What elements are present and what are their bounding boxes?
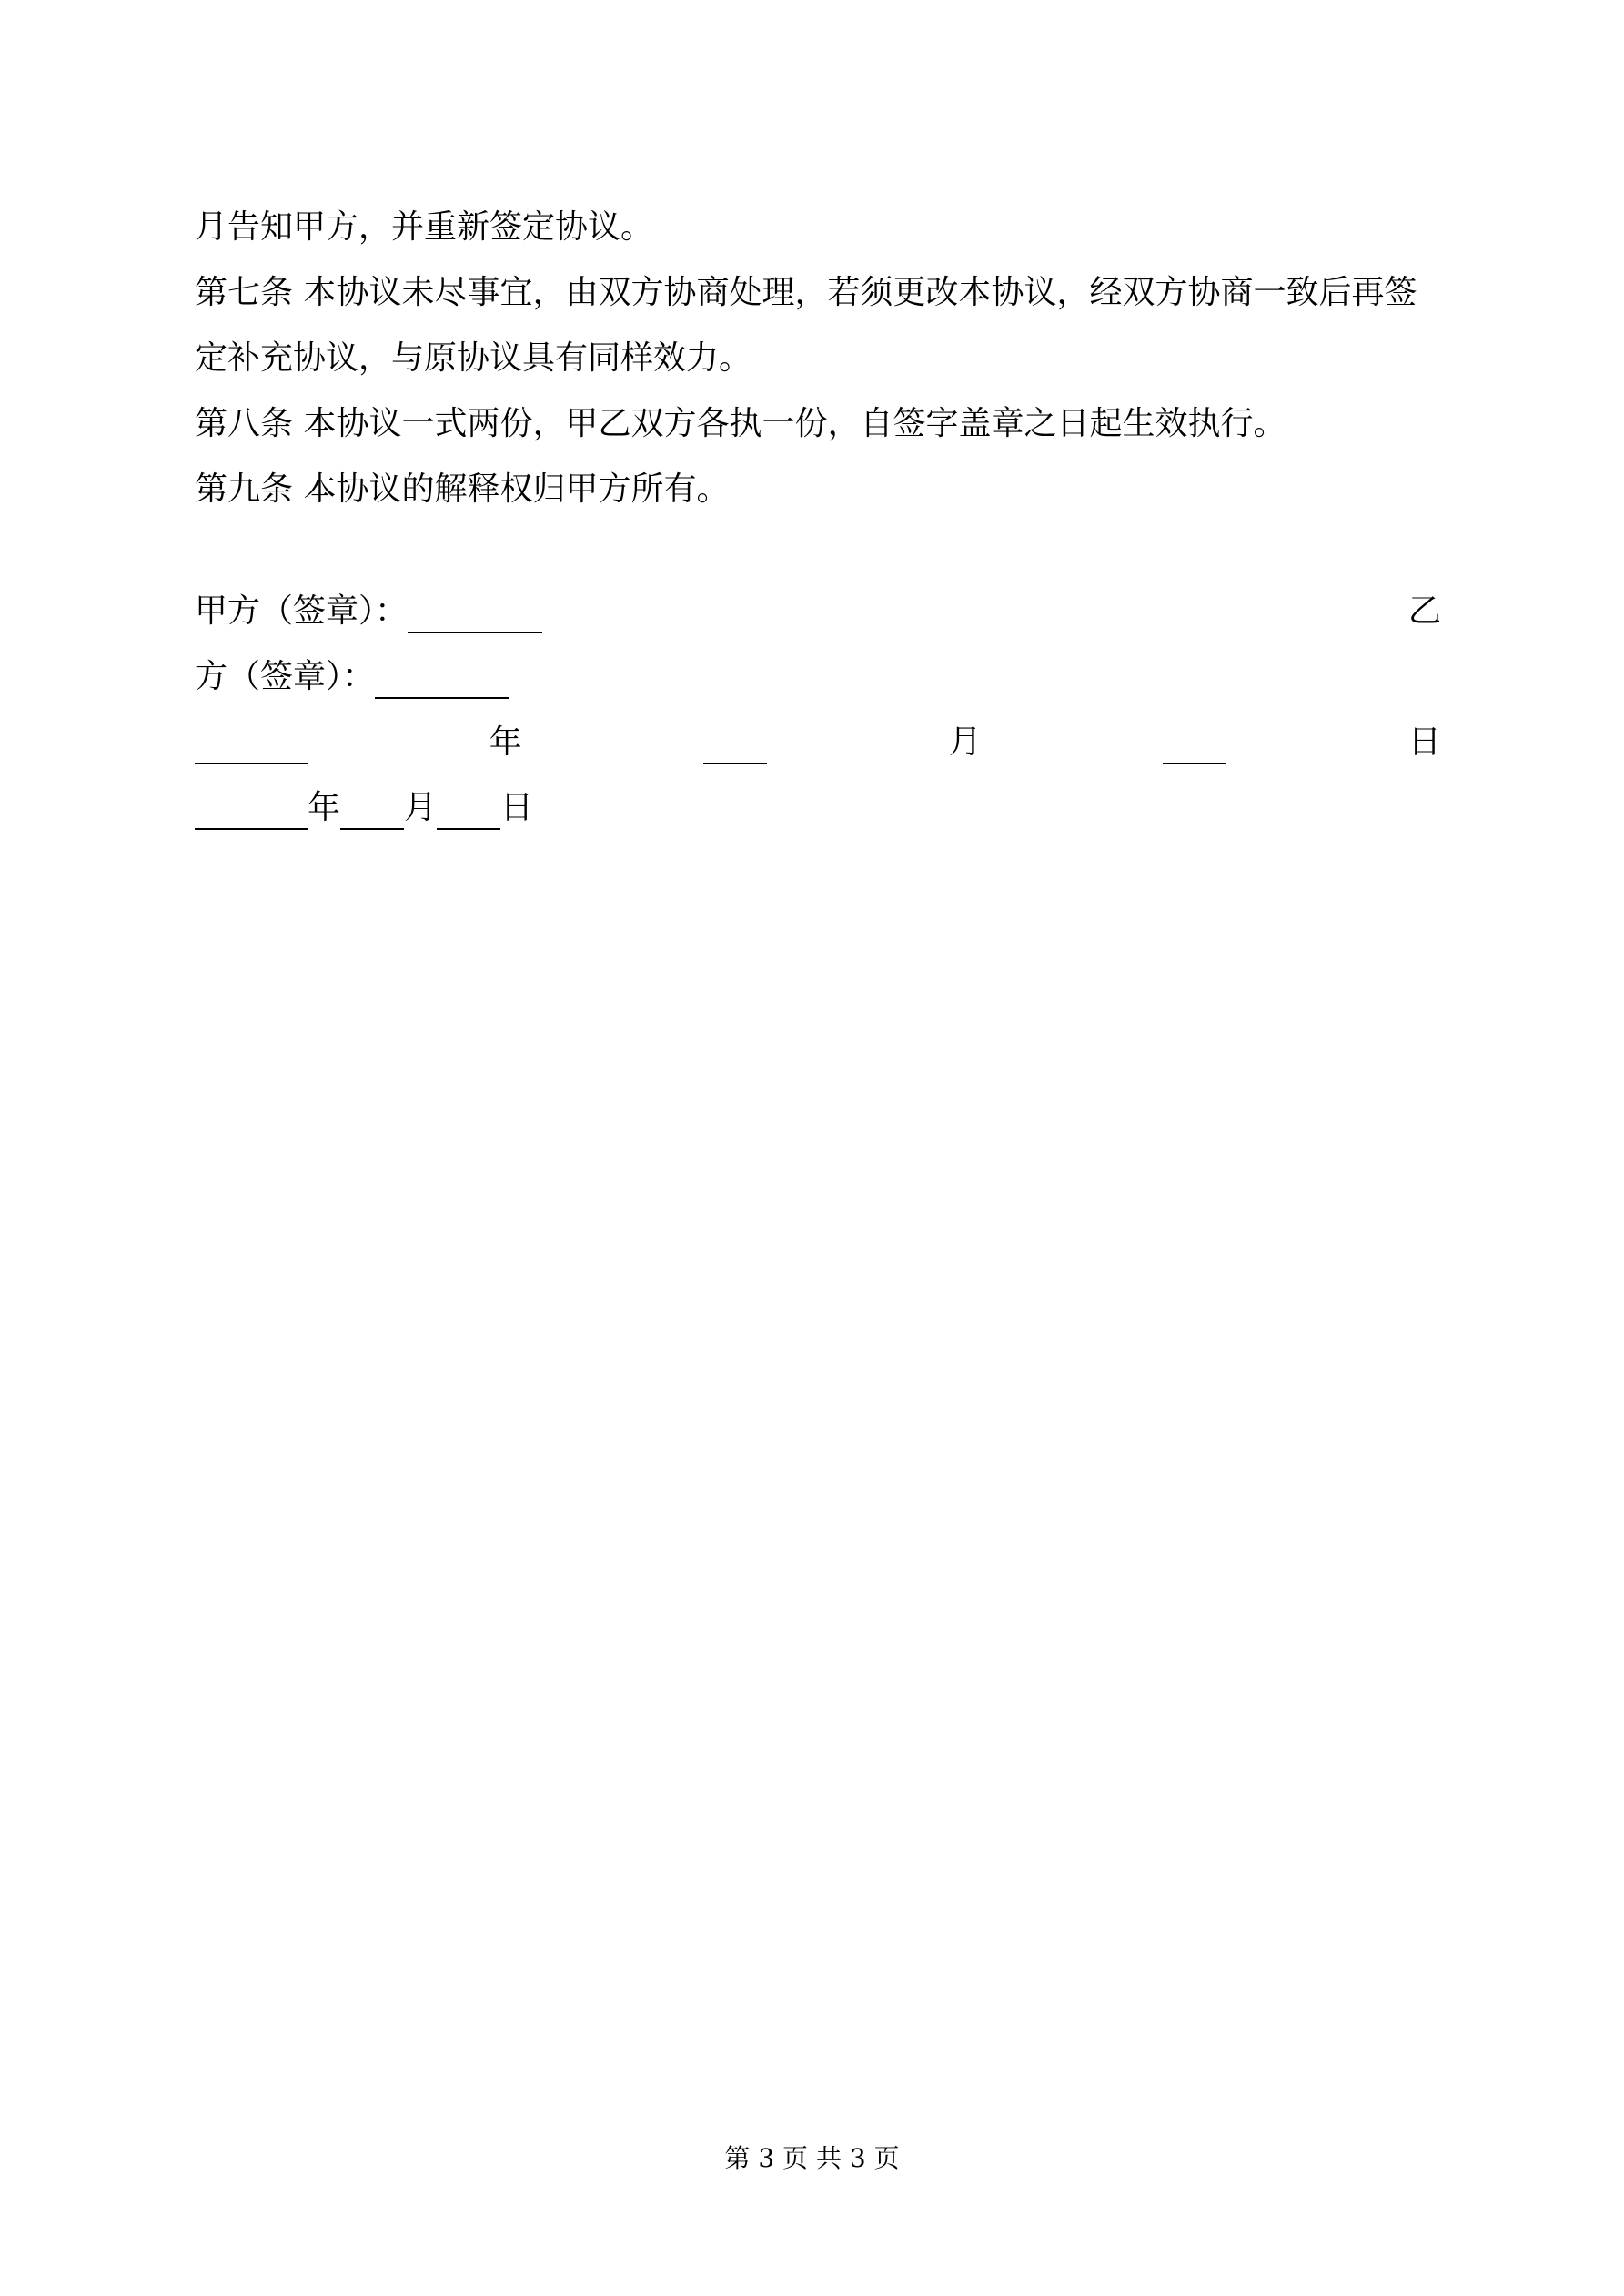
date-row-party-b [195, 786, 1441, 830]
party-a-signature-blank [408, 601, 542, 633]
paragraph-line-5: 第九条 本协议的解释权归甲方所有。 [195, 470, 730, 508]
party-b-first-char: 乙 [1407, 592, 1441, 630]
paragraph-line-2: 第七条 本协议未尽事宜，由双方协商处理，若须更改本协议，经双方协商一致后再签 [195, 274, 1417, 311]
party-b-month-blank [340, 797, 404, 830]
paragraph-line-3: 定补充协议，与原协议具有同样效力。 [195, 339, 752, 377]
paragraph-line-1: 月告知甲方，并重新签定协议。 [195, 208, 654, 246]
signature-row-party-b [195, 655, 1441, 699]
party-b-year-blank [195, 797, 308, 830]
party-b-year-label: 年 [308, 789, 341, 826]
party-b-month-label: 月 [404, 789, 438, 826]
party-a-year-label: 年 [489, 723, 522, 761]
paragraph-line-4: 第八条 本协议一式两份，甲乙双方各执一份，自签字盖章之日起生效执行。 [195, 405, 1286, 442]
party-b-signature-blank [375, 666, 509, 699]
party-a-year-blank [195, 732, 308, 764]
party-a-day-blank [1163, 732, 1226, 764]
date-row-party-a [195, 721, 1441, 764]
party-a-month-label: 月 [948, 723, 982, 761]
party-a-day-label: 日 [1407, 723, 1441, 761]
party-a-label: 甲方（签章）： [195, 592, 409, 630]
party-a-month-blank [703, 732, 767, 764]
party-b-day-blank [437, 797, 500, 830]
page-footer: 第 3 页 共 3 页 [724, 2143, 900, 2173]
party-b-day-label: 日 [500, 789, 534, 826]
signature-row-party-a [195, 590, 1441, 633]
party-b-rest-label: 方（签章）： [195, 658, 376, 695]
party-a-signature-group [195, 590, 542, 633]
